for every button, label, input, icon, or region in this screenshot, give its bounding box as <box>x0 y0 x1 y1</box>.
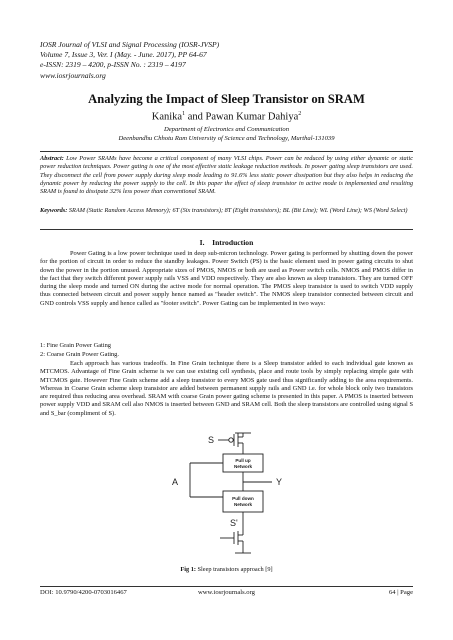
journal-issn: e-ISSN: 2319 – 4200, p-ISSN No. : 2319 – 4197 <box>40 60 186 70</box>
affiliation <box>0 126 453 143</box>
pullup-label-1: Pull up <box>235 458 251 463</box>
keywords <box>40 207 413 215</box>
author-1-sup: 1 <box>182 111 186 117</box>
author-1: Kanika <box>151 111 183 123</box>
intro-paragraph-2: Each approach has various tradeoffs. In Fine Grain technique there is a Sleep transistor added to each individual gate known as MTCMOS. Advantage of Fine Grain scheme is we can use existing cell synthesis, place and route tools by simply replacing simple gate with MTCMOS gate. However Fine Grain scheme add a sleep transistor to every MOS gate used thus significantly adding to the area requirements. Whereas in Coarse Grain scheme sleep transistor are added between permanent supply rails and GND i.e. for whole block only two transistors are required thus reducing area overhead. SRAM with coarse Grain power gating scheme is presented in this paper. A PMOS is inserted between power supply VDD and SRAM cell also NMOS is inserted between GND and SRAM cell. Both the sleep transistors are controlled using signal S and S_bar (compliment of S). <box>40 360 413 417</box>
label-s-bar: S' <box>230 518 238 528</box>
footer-doi: DOI: 10.9790/4200-0703016467 <box>40 589 127 596</box>
footer-page: 64 | Page <box>388 589 413 596</box>
abstract-top-rule <box>40 151 413 152</box>
pulldown-label-1: Pull down <box>232 496 254 501</box>
pullup-network-box <box>223 454 263 472</box>
affiliation-dept: Department of Electronics and Communication <box>163 126 290 133</box>
journal-name: IOSR Journal of VLSI and Signal Processing (IOSR-JVSP) <box>40 40 220 49</box>
author-2: and Pawan Kumar Dahiya <box>185 111 299 123</box>
label-a: A <box>172 477 179 487</box>
intro-paragraph-1: Power Gating is a low power technique used in deep sub-micron technology. Power gating is performed by shutting down the power for the portion of circuit in order to reduce the standby leakages. Power Switch (PS) is the basic element used in power gating circuits to shut down the power in the portion unused. Appropriate sizes of PMOS, NMOS or both are used as Power switch cells. NMOS and PMOS differ in the fact that they switch different power supply rails VSS and VDD respectively. They are also known as sleep transistors. They are turned OFF during the sleep mode and turned ON during the active mode for normal operation. The PMOS sleep transistor is used to switch VDD supply thus connected between circuit and power supply hence named as "header switch". The NMOS sleep transistor connected between circuit and GND controls VSS supply and hence called as "footer switch". Power Gating can be implemented in two ways: <box>40 250 413 307</box>
footer-site: www.iosrjournals.org <box>198 589 255 596</box>
label-s: S <box>208 435 215 445</box>
abstract-label: Abstract: <box>40 155 64 162</box>
caption-text: Sleep transistors approach [9] <box>195 566 273 573</box>
footer-rule <box>40 586 413 587</box>
sleep-transistor-figure <box>150 425 310 565</box>
journal-website: www.iosrjournals.org <box>40 70 106 80</box>
affiliation-univ: Deenbandhu Chhotu Ram University of Science and Technology, Murthal-131039 <box>118 134 335 142</box>
label-y: Y <box>276 477 283 487</box>
pullup-label-2: Network <box>233 464 253 469</box>
abstract-text: Low Power SRAMs have become a critical component of many VLSI chips. Power can be reduced by using either dynamic or static power reduction techniques. Power gating is one of the most effective static leakage reduction methods. In power gating sleep transistors are used. They disconnect the cell from power supply during sleep mode leading to 91.6% less static power dissipation but they also helps in reducing the dynamic power by reducing the power supply to the cell. In this paper the effect of sleep transistor in active mode is implemented and resulting SRAM is found to dissipate 32% less power than conventional SRAM. <box>40 155 413 196</box>
abstract-bottom-rule <box>40 229 413 230</box>
figure-caption <box>0 566 453 573</box>
list-item-fine-grain: 1: Fine Grain Power Gating <box>40 342 111 349</box>
keywords-label: Keywords: <box>40 207 68 214</box>
pmos-bubble <box>229 438 233 442</box>
keywords-text: SRAM (Static Random Access Memory); 6T (Six transistors); 8T (Eight transistors); BL (Bit Line); WL (Word Line); WS (Word Select) <box>67 207 408 214</box>
abstract <box>40 155 413 196</box>
list-item-coarse-grain: 2: Coarse Grain Power Gating. <box>40 351 119 358</box>
caption-label: Fig 1: <box>180 566 196 573</box>
paper-title: Analyzing the Impact of Sleep Transistor on SRAM <box>88 92 365 106</box>
section-number: I. <box>199 238 205 247</box>
pulldown-label-2: Network <box>233 502 253 507</box>
journal-volume: Volume 7, Issue 3, Ver. I (May. - June. 2017), PP 64-67 <box>40 50 207 60</box>
author-2-sup: 2 <box>298 111 302 117</box>
journal-header <box>40 40 219 81</box>
paper-authors <box>0 111 453 123</box>
section-heading <box>0 238 453 247</box>
section-title: Introduction <box>212 238 254 247</box>
